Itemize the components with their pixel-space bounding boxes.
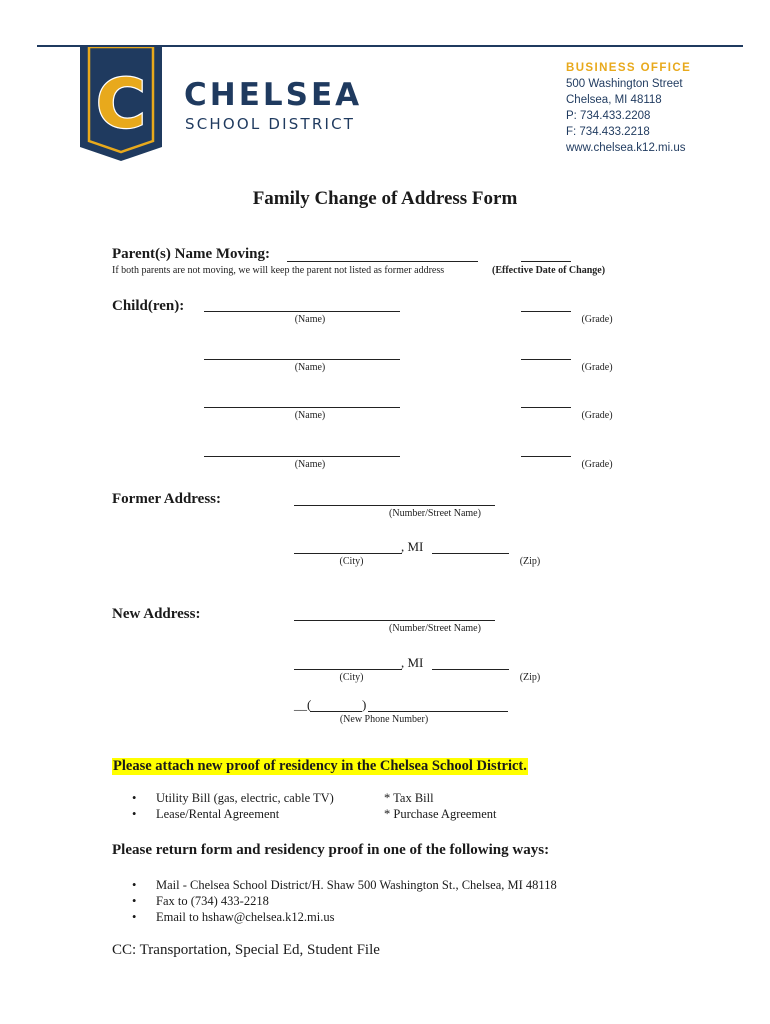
parents-name-field[interactable] bbox=[287, 261, 478, 262]
child-name-field-3[interactable] bbox=[204, 407, 400, 408]
child-grade-field-3[interactable] bbox=[521, 407, 571, 408]
phone-area-code-field[interactable] bbox=[310, 711, 362, 712]
former-address-label: Former Address: bbox=[112, 491, 222, 507]
new-street-caption: (Number/Street Name) bbox=[389, 623, 481, 634]
new-state-text: , MI bbox=[401, 655, 424, 670]
office-phone: P: 734.433.2208 bbox=[566, 110, 651, 122]
former-zip-field[interactable] bbox=[432, 553, 509, 554]
office-fax: F: 734.433.2218 bbox=[566, 126, 650, 138]
effective-date-caption: (Effective Date of Change) bbox=[492, 265, 606, 276]
parents-label: Parent(s) Name Moving: bbox=[112, 246, 271, 262]
return-methods-list bbox=[132, 877, 557, 925]
child-name-field-1[interactable] bbox=[204, 311, 400, 312]
list-item: • Email to hshaw@chelsea.k12.mi.us bbox=[132, 910, 335, 924]
office-website[interactable]: www.chelsea.k12.mi.us bbox=[566, 142, 686, 154]
phone-mid: ) bbox=[362, 697, 367, 712]
list-item: • Utility Bill (gas, electric, cable TV) bbox=[132, 791, 334, 805]
effective-date-field[interactable] bbox=[521, 261, 571, 262]
list-item: • Lease/Rental Agreement bbox=[132, 807, 280, 821]
residency-list-left bbox=[132, 790, 334, 822]
child-grade-caption-2: (Grade) bbox=[581, 362, 613, 373]
child-name-field-2[interactable] bbox=[204, 359, 400, 360]
return-heading: Please return form and residency proof in one of the following ways: bbox=[112, 842, 550, 858]
child-grade-caption-4: (Grade) bbox=[581, 459, 613, 470]
list-item: • Mail - Chelsea School District/H. Shaw 500 Washington St., Chelsea, MI 48118 bbox=[132, 878, 557, 892]
child-name-caption-4: (Name) bbox=[294, 459, 326, 470]
children-label: Child(ren): bbox=[112, 298, 185, 314]
office-heading: BUSINESS OFFICE bbox=[566, 62, 692, 74]
logo-letter: C bbox=[96, 65, 146, 144]
child-name-caption-3: (Name) bbox=[294, 410, 326, 421]
phone-prefix: __( bbox=[294, 697, 312, 712]
former-state-text: , MI bbox=[401, 539, 424, 554]
former-zip-caption: (Zip) bbox=[519, 556, 541, 567]
new-street-field[interactable] bbox=[294, 620, 495, 621]
child-name-field-4[interactable] bbox=[204, 456, 400, 457]
child-name-caption-1: (Name) bbox=[294, 314, 326, 325]
office-street: 500 Washington Street bbox=[566, 78, 683, 90]
business-office-block bbox=[566, 60, 691, 156]
child-grade-field-4[interactable] bbox=[521, 456, 571, 457]
child-grade-caption-1: (Grade) bbox=[581, 314, 613, 325]
brand-subtitle: SCHOOL DISTRICT bbox=[185, 115, 356, 133]
child-grade-field-2[interactable] bbox=[521, 359, 571, 360]
child-grade-caption-3: (Grade) bbox=[581, 410, 613, 421]
residency-list-right bbox=[384, 790, 496, 822]
phone-number-field[interactable] bbox=[368, 711, 508, 712]
form-title: Family Change of Address Form bbox=[252, 188, 518, 209]
list-item: * Purchase Agreement bbox=[384, 807, 497, 821]
new-city-field[interactable] bbox=[294, 669, 402, 670]
office-city: Chelsea, MI 48118 bbox=[566, 94, 662, 106]
former-street-field[interactable] bbox=[294, 505, 495, 506]
new-city-caption: (City) bbox=[339, 672, 364, 683]
phone-caption: (New Phone Number) bbox=[339, 714, 429, 725]
former-street-caption: (Number/Street Name) bbox=[389, 508, 481, 519]
new-zip-field[interactable] bbox=[432, 669, 509, 670]
residency-notice: Please attach new proof of residency in the Chelsea School District. bbox=[113, 758, 527, 774]
brand-name: CHELSEA bbox=[184, 77, 363, 113]
parents-note: If both parents are not moving, we will keep the parent not listed as former address bbox=[112, 265, 445, 276]
cc-line: CC: Transportation, Special Ed, Student File bbox=[112, 942, 380, 958]
new-address-label: New Address: bbox=[112, 606, 201, 622]
child-name-caption-2: (Name) bbox=[294, 362, 326, 373]
new-zip-caption: (Zip) bbox=[519, 672, 541, 683]
list-item: * Tax Bill bbox=[384, 791, 434, 805]
child-grade-field-1[interactable] bbox=[521, 311, 571, 312]
list-item: • Fax to (734) 433-2218 bbox=[132, 894, 269, 908]
district-logo-banner bbox=[80, 47, 162, 161]
former-city-field[interactable] bbox=[294, 553, 402, 554]
former-city-caption: (City) bbox=[339, 556, 364, 567]
